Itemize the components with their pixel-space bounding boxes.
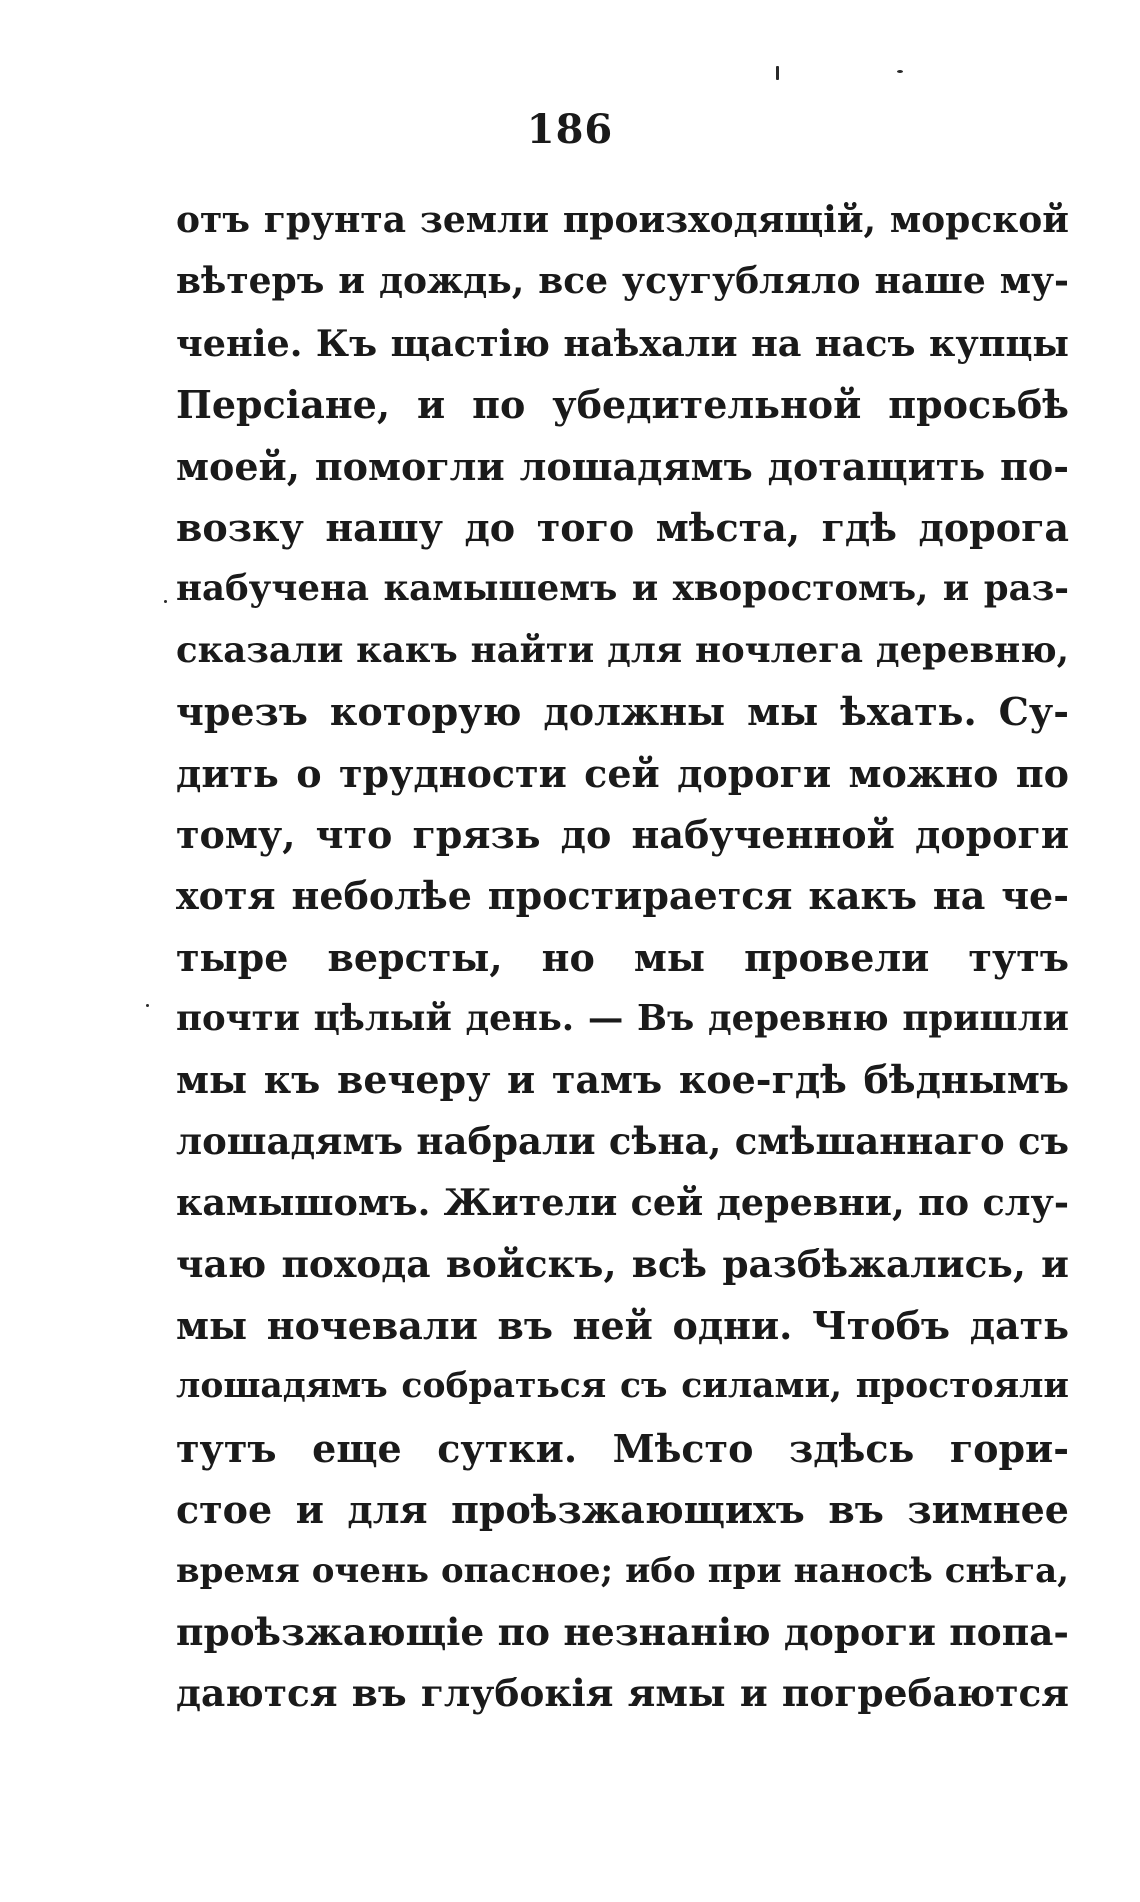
text-line: стое и для проѣзжающихъ въ зимнее (176, 1487, 1069, 1533)
text-line: возку нашу до того мѣста, гдѣ дорога (176, 504, 1069, 550)
text-line: тому, что грязь до набученной дороги (176, 811, 1069, 857)
text-line: чаю похода войскъ, всѣ разбѣжались, и (176, 1241, 1069, 1286)
text-line: сказали какъ найти для ночлега деревню, (176, 629, 1069, 671)
print-speck (897, 70, 903, 73)
text-line: отъ грунта земли произходящій, морской (176, 199, 1069, 241)
text-line: набучена камышемъ и хворостомъ, и раз- (176, 568, 1069, 610)
text-line: лошадямъ набрали сѣна, смѣшаннаго съ (176, 1118, 1069, 1163)
print-speck (146, 1004, 149, 1007)
page-number: 186 (526, 106, 614, 153)
text-line: моей, помогли лошадямъ дотащить по- (176, 443, 1069, 489)
text-line: почти цѣлый день. — Въ деревню пришли (176, 998, 1069, 1040)
text-line: мы ночевали въ ней одни. Чтобъ дать (176, 1303, 1069, 1349)
text-line: мы къ вечеру и тамъ кое-гдѣ бѣднымъ (176, 1057, 1069, 1103)
body-text (176, 190, 1069, 1725)
text-line: проѣзжающіе по незнанію дороги попа- (176, 1609, 1069, 1654)
print-speck (164, 600, 167, 603)
text-line: дить о трудности сей дороги можно по (176, 750, 1069, 796)
print-speck (776, 66, 779, 80)
text-line: даются въ глубокія ямы и погребаются (176, 1671, 1069, 1716)
text-line: Персіане, и по убедительной просьбѣ (176, 382, 1069, 428)
text-line: ченіе. Къ щастію наѣхали на насъ купцы (176, 321, 1069, 365)
text-line: время очень опасное; ибо при наносѣ снѣга, (176, 1550, 1069, 1591)
text-line: камышомъ. Жители сей деревни, по слу- (176, 1181, 1069, 1225)
text-line: хотя неболѣе простирается какъ на че- (176, 873, 1069, 919)
text-line: тутъ еще сутки. Мѣсто здѣсь гори- (176, 1425, 1069, 1471)
text-line: лошадямъ собраться съ силами, простояли (176, 1366, 1069, 1407)
text-line: вѣтеръ и дождь, все усугубляло наше му- (176, 260, 1069, 303)
text-line: тыре версты, но мы провели тутъ (176, 934, 1069, 980)
text-line: чрезъ которую должны мы ѣхать. Су- (176, 689, 1069, 735)
